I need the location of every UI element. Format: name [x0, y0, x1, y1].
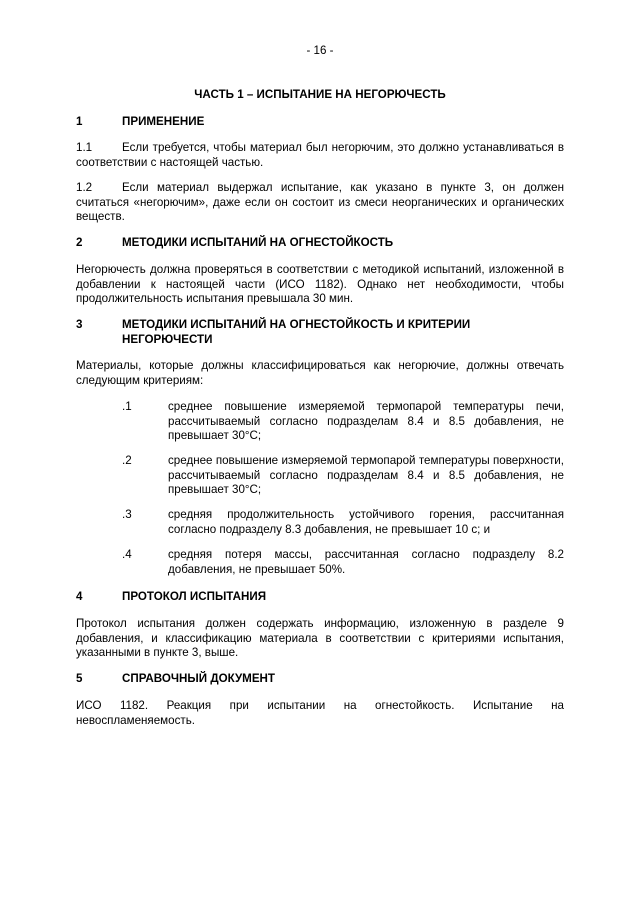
- paragraph-text: Если материал выдержал испытание, как указано в пункте 3, он должен считаться «негорючим», даже если он состоит из смеси неорганических и органических веществ.: [76, 181, 564, 224]
- section-number: 2: [76, 236, 83, 249]
- criterion-text: средняя продолжительность устойчивого горения, рассчитанная согласно подразделу 8.3 добавления, не превышает 10 с; и: [168, 508, 564, 536]
- section-heading-3: [76, 318, 496, 347]
- criterion-text: среднее повышение измеряемой термопарой температуры печи, рассчитываемый согласно подразделам 8.4 и 8.5 добавления, не превышает 30°C;: [168, 400, 564, 443]
- paragraph-2: Негорючесть должна проверяться в соответствии с методикой испытаний, изложенной в добавлении к настоящей части (ИСО 1182). Однако нет необходимости, чтобы продолжительность испытания превышала 30 мин.: [76, 263, 564, 306]
- criterion-item-1: [122, 400, 564, 444]
- page-number: - 16 -: [306, 44, 334, 57]
- criterion-item-2: [122, 454, 564, 498]
- section-number: 4: [76, 590, 83, 603]
- section-title: МЕТОДИКИ ИСПЫТАНИЙ НА ОГНЕСТОЙКОСТЬ И КРИТЕРИИ НЕГОРЮЧЕСТИ: [122, 318, 471, 346]
- paragraph-1-1: [76, 141, 564, 170]
- paragraph-3: Материалы, которые должны классифицироваться как негорючие, должны отвечать следующим критериям:: [76, 359, 564, 387]
- part-title: ЧАСТЬ 1 – ИСПЫТАНИЕ НА НЕГОРЮЧЕСТЬ: [194, 88, 446, 101]
- criterion-text: средняя потеря массы, рассчитанная согласно подразделу 8.2 добавления, не превышает 50%.: [168, 548, 564, 576]
- paragraph-4: Протокол испытания должен содержать информацию, изложенную в разделе 9 добавления, и классификацию материала в соответствии с критериями испытания, указанными в пункте 3, выше.: [76, 617, 564, 660]
- section-heading-5: [76, 672, 566, 687]
- section-number: 3: [76, 318, 83, 331]
- criterion-item-4: [122, 548, 564, 577]
- criterion-text: среднее повышение измеряемой термопарой температуры поверхности, рассчитываемый согласно подразделам 8.4 и 8.5 добавления, не превышает 30°C;: [168, 454, 564, 497]
- section-title: МЕТОДИКИ ИСПЫТАНИЙ НА ОГНЕСТОЙКОСТЬ: [122, 236, 394, 249]
- paragraph-1-2: [76, 181, 564, 225]
- criterion-number: .2: [122, 454, 132, 467]
- criterion-number: .3: [122, 508, 132, 521]
- section-title: ПРИМЕНЕНИЕ: [122, 115, 205, 128]
- section-title: ПРОТОКОЛ ИСПЫТАНИЯ: [122, 590, 267, 603]
- paragraph-5: ИСО 1182. Реакция при испытании на огнестойкость. Испытание на невоспламеняемость.: [76, 699, 564, 727]
- criterion-item-3: [122, 508, 564, 537]
- section-heading-4: [76, 590, 566, 605]
- section-heading-2: [76, 236, 566, 251]
- section-number: 1: [76, 115, 83, 128]
- paragraph-text: Если требуется, чтобы материал был негорючим, это должно устанавливаться в соответствии с настоящей частью.: [76, 141, 564, 169]
- section-number: 5: [76, 672, 83, 685]
- criterion-number: .1: [122, 400, 132, 413]
- paragraph-number: 1.1: [76, 141, 93, 154]
- paragraph-number: 1.2: [76, 181, 93, 194]
- criterion-number: .4: [122, 548, 132, 561]
- section-heading-1: [76, 115, 566, 130]
- section-title: СПРАВОЧНЫЙ ДОКУМЕНТ: [122, 672, 276, 685]
